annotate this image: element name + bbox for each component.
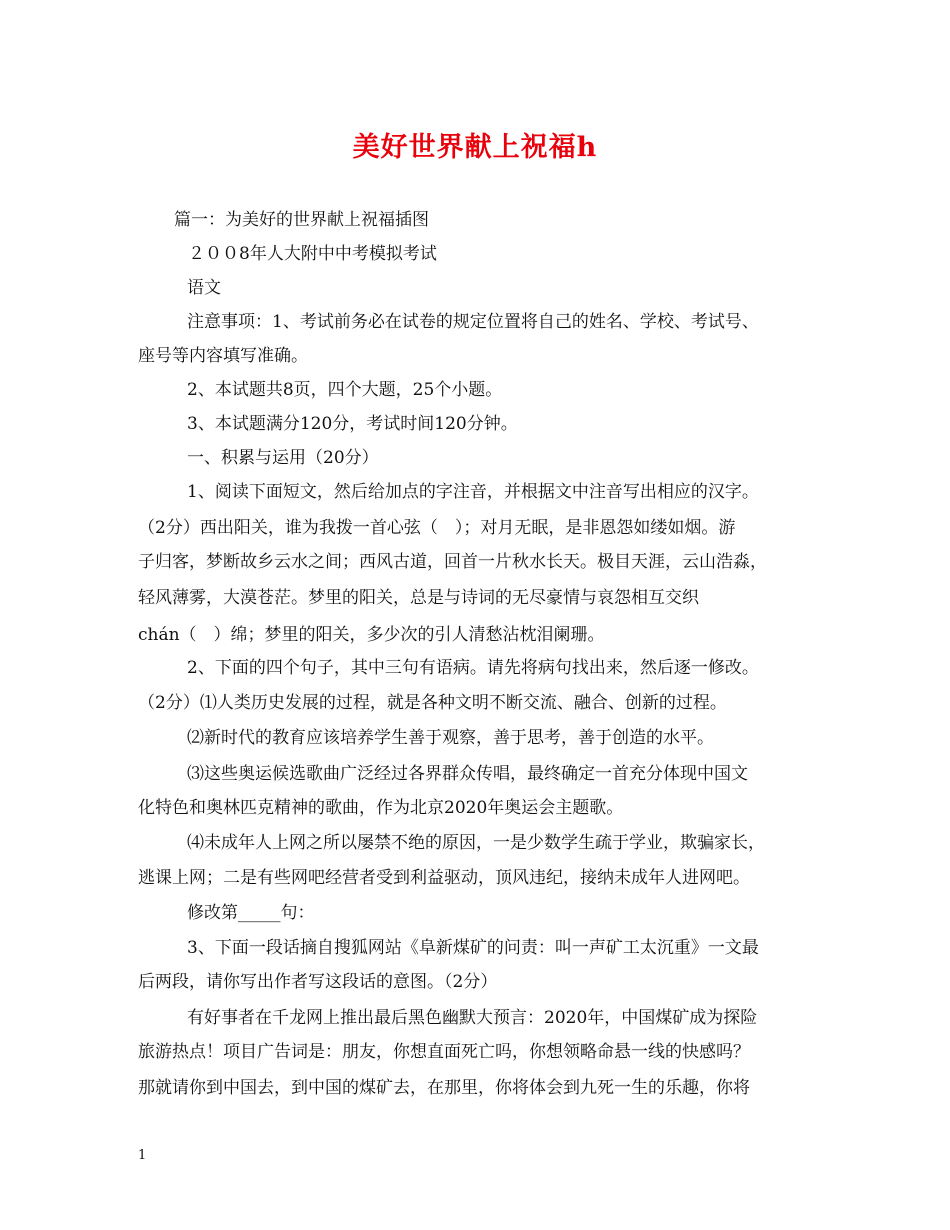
text-line: ⑶这些奥运候选歌曲广泛经过各界群众传唱，最终确定一首充分体现中国文 bbox=[187, 764, 748, 784]
text-line: 1、阅读下面短文，然后给加点的字注音，并根据文中注音写出相应的汉字。 bbox=[187, 482, 759, 502]
text-line: 篇一：为美好的世界献上祝福插图 bbox=[174, 210, 429, 230]
text-line: （2分）西出阳关，谁为我拨一首心弦（ ）；对月无眠，是非恩怨如缕如烟。游 bbox=[138, 518, 736, 538]
text-line: 逃课上网；二是有些网吧经营者受到利益驱动，顶风违纪，接纳未成年人进网吧。 bbox=[138, 868, 750, 888]
text-line: 化特色和奥林匹克精神的歌曲，作为北京2020年奥运会主题歌。 bbox=[138, 798, 624, 818]
text-line: 有好事者在千龙网上推出最后黑色幽默大预言：2020年，中国煤矿成为探险 bbox=[187, 1008, 758, 1028]
text-line: 子归客，梦断故乡云水之间；西风古道，回首一片秋水长天。极目天涯，云山浩淼， bbox=[138, 552, 767, 572]
text-line: 2、下面的四个句子，其中三句有语病。请先将病句找出来，然后逐一修改。 bbox=[187, 658, 759, 678]
text-line: 后两段，请你写出作者写这段话的意图。（2分） bbox=[138, 972, 498, 992]
text-line: 旅游热点！项目广告词是：朋友，你想直面死亡吗，你想领略命悬一线的快感吗？ bbox=[138, 1042, 750, 1062]
text-line: ２００8年人大附中中考模拟考试 bbox=[188, 244, 437, 264]
text-line: 注意事项：1、考试前务必在试卷的规定位置将自己的姓名、学校、考试号、 bbox=[187, 312, 759, 332]
text-line: 3、本试题满分120分，考试时间120分钟。 bbox=[187, 414, 518, 434]
text-line: 座号等内容填写准确。 bbox=[138, 346, 308, 366]
text-line: 语文 bbox=[187, 278, 221, 298]
text-line: 修改第_____句： bbox=[187, 903, 315, 923]
text-line: 3、下面一段话摘自搜狐网站《阜新煤矿的问责：叫一声矿工太沉重》一文最 bbox=[187, 938, 759, 958]
text-line: 2、本试题共8页，四个大题，25个小题。 bbox=[187, 380, 503, 400]
text-line: chán（ ）绵；梦里的阳关，多少次的引人清愁沾枕泪阑珊。 bbox=[138, 625, 605, 645]
text-line: ⑵新时代的教育应该培养学生善于观察，善于思考，善于创造的水平。 bbox=[187, 728, 714, 748]
text-line: 那就请你到中国去，到中国的煤矿去，在那里，你将体会到九死一生的乐趣，你将 bbox=[138, 1078, 750, 1098]
text-line: ⑷未成年人上网之所以屡禁不绝的原因，一是少数学生疏于学业，欺骗家长， bbox=[187, 833, 765, 853]
text-line: （2分）⑴人类历史发展的过程，就是各种文明不断交流、融合、创新的过程。 bbox=[138, 693, 727, 713]
document-title: 美好世界献上祝福h bbox=[352, 132, 598, 163]
page-number: 1 bbox=[138, 1148, 147, 1163]
text-line: 轻风薄雾，大漠苍茫。梦里的阳关，总是与诗词的无尽豪情与哀怨相互交织 bbox=[138, 588, 699, 608]
text-line: 一、积累与运用（20分） bbox=[187, 448, 379, 468]
